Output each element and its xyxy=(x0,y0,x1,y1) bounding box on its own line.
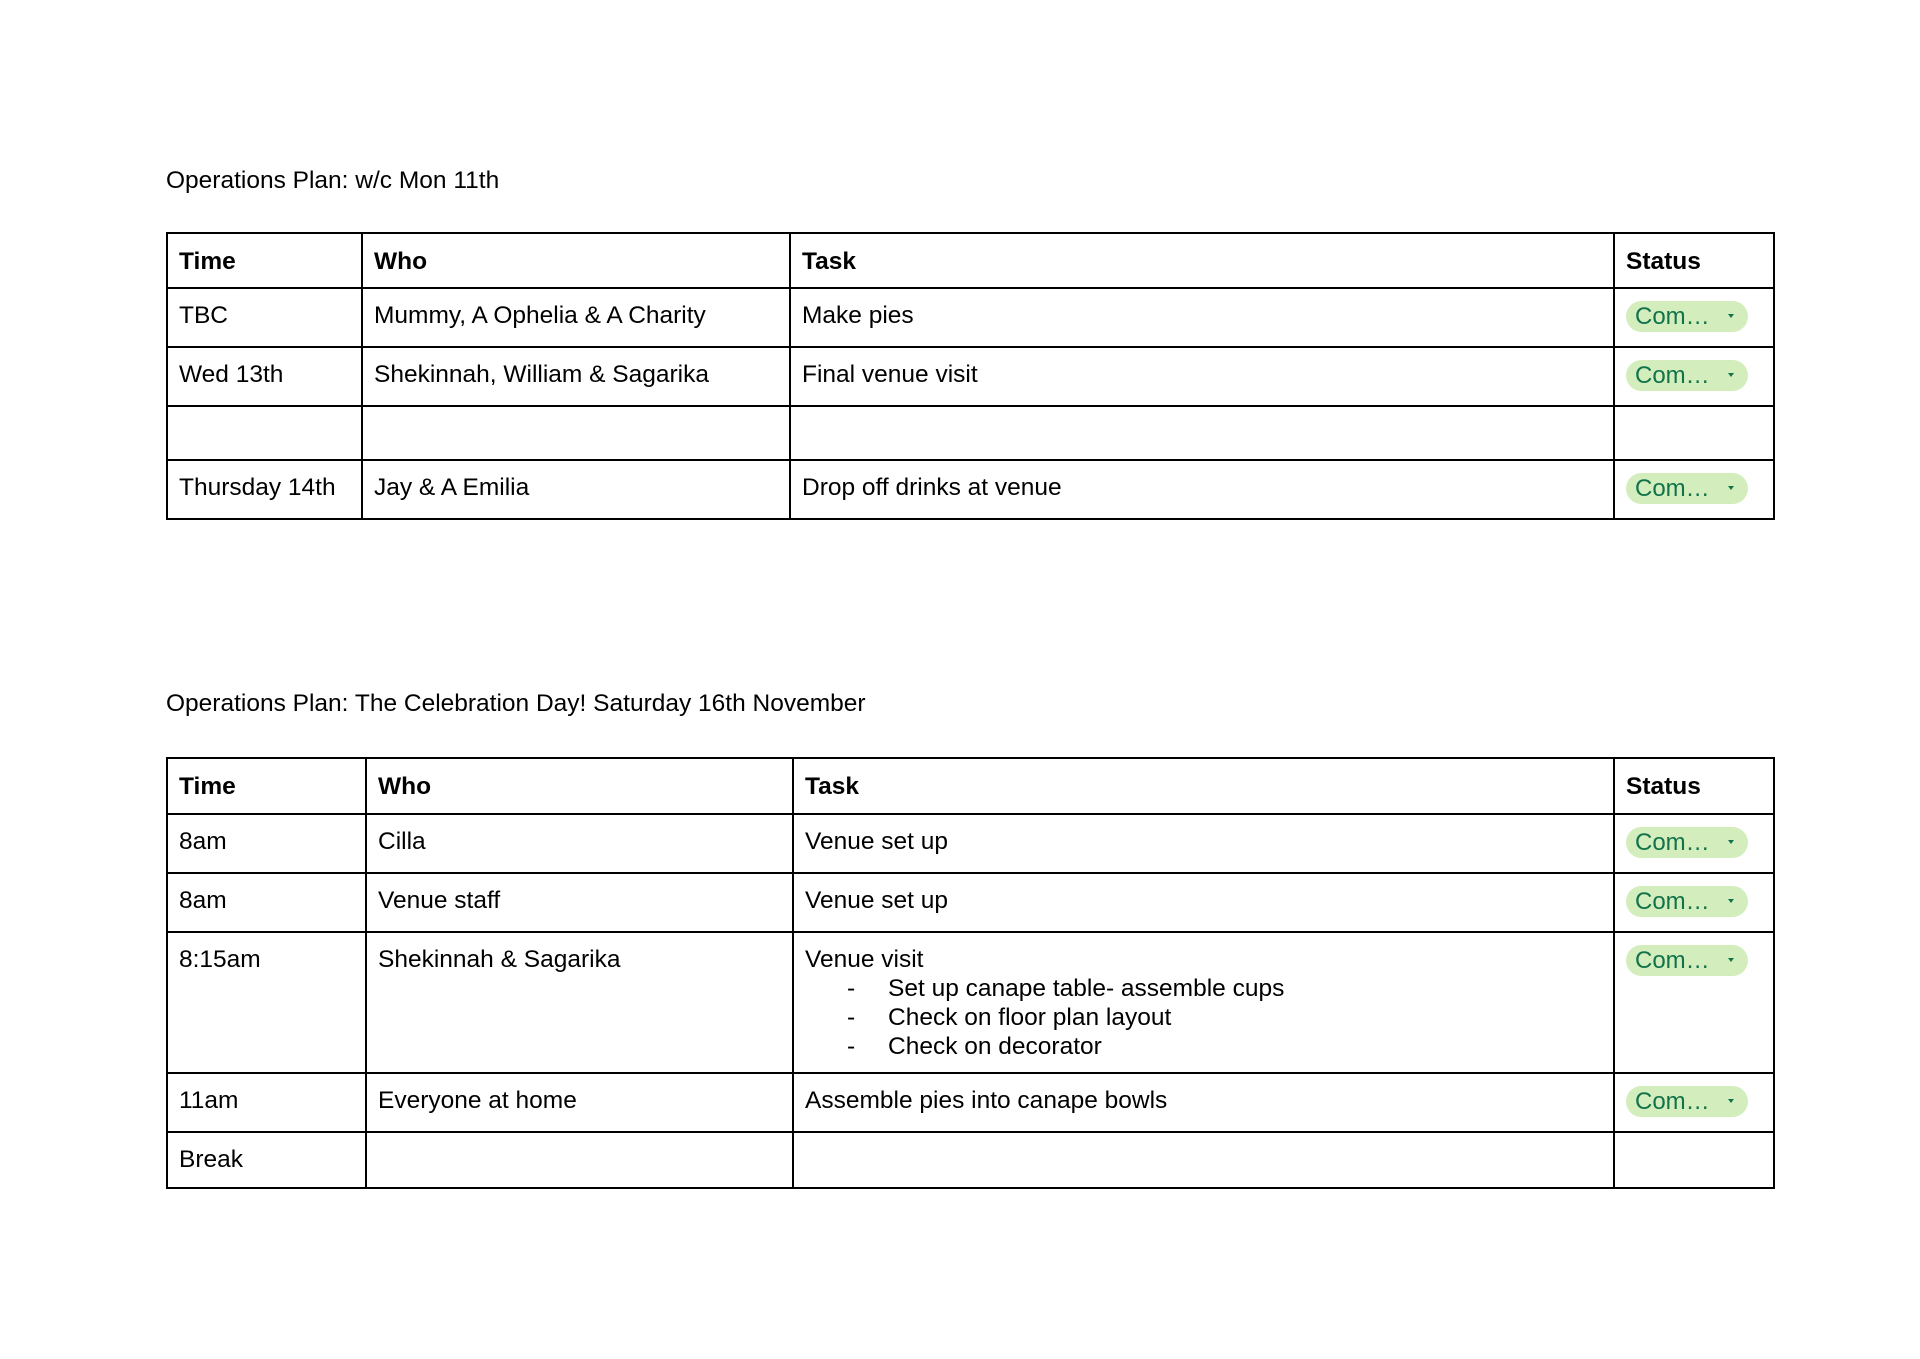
status-cell xyxy=(1614,814,1774,873)
status-cell[interactable] xyxy=(1614,406,1774,460)
table-row-empty xyxy=(167,406,1774,460)
table-header-row xyxy=(167,758,1774,814)
table-row xyxy=(167,347,1774,406)
list-dash: - xyxy=(847,1004,856,1031)
subtask-item xyxy=(805,1003,1602,1032)
who-cell[interactable]: Jay & A Emilia xyxy=(362,460,790,519)
time-cell[interactable]: Thursday 14th xyxy=(167,460,362,519)
task-cell[interactable]: Final venue visit xyxy=(790,347,1614,406)
task-cell[interactable]: Drop off drinks at venue xyxy=(790,460,1614,519)
time-cell[interactable]: TBC xyxy=(167,288,362,347)
status-label: Com… xyxy=(1635,303,1710,330)
header-task: Task xyxy=(790,233,1614,288)
status-cell xyxy=(1614,1073,1774,1132)
task-cell[interactable]: Assemble pies into canape bowls xyxy=(793,1073,1614,1132)
task-cell[interactable]: Venue set up xyxy=(793,814,1614,873)
table-row xyxy=(167,1073,1774,1132)
task-text: Venue visit xyxy=(805,946,924,973)
task-cell[interactable]: Venue set up xyxy=(793,873,1614,932)
subtask-item xyxy=(805,1032,1602,1061)
status-dropdown[interactable] xyxy=(1626,473,1748,504)
status-cell xyxy=(1614,873,1774,932)
status-dropdown[interactable] xyxy=(1626,1086,1748,1117)
header-task: Task xyxy=(793,758,1614,814)
who-cell[interactable]: Everyone at home xyxy=(366,1073,793,1132)
subtask-item xyxy=(805,974,1602,1003)
status-cell xyxy=(1614,932,1774,1073)
caret-down-icon xyxy=(1728,314,1734,318)
status-dropdown[interactable] xyxy=(1626,301,1748,332)
subtask-text: Check on floor plan layout xyxy=(888,1004,1172,1031)
table-row xyxy=(167,814,1774,873)
status-dropdown[interactable] xyxy=(1626,886,1748,917)
subtask-list xyxy=(805,974,1602,1061)
table-row xyxy=(167,932,1774,1073)
status-cell xyxy=(1614,288,1774,347)
header-time: Time xyxy=(167,233,362,288)
task-cell[interactable] xyxy=(793,1132,1614,1188)
status-cell[interactable] xyxy=(1614,1132,1774,1188)
status-dropdown[interactable] xyxy=(1626,827,1748,858)
caret-down-icon xyxy=(1728,373,1734,377)
table-header-row xyxy=(167,233,1774,288)
subtask-text: Check on decorator xyxy=(888,1033,1102,1060)
day-plan-table xyxy=(166,757,1775,1189)
status-label: Com… xyxy=(1635,362,1710,389)
caret-down-icon xyxy=(1728,1099,1734,1103)
who-cell[interactable]: Cilla xyxy=(366,814,793,873)
day-plan-title: Operations Plan: The Celebration Day! Saturday 16th November xyxy=(166,690,866,717)
status-label: Com… xyxy=(1635,888,1710,915)
who-cell[interactable]: Mummy, A Ophelia & A Charity xyxy=(362,288,790,347)
who-cell[interactable]: Venue staff xyxy=(366,873,793,932)
table-row xyxy=(167,460,1774,519)
time-cell[interactable]: 8am xyxy=(167,814,366,873)
status-dropdown[interactable] xyxy=(1626,360,1748,391)
list-dash: - xyxy=(847,975,856,1002)
header-status: Status xyxy=(1614,758,1774,814)
time-cell[interactable]: Wed 13th xyxy=(167,347,362,406)
status-label: Com… xyxy=(1635,829,1710,856)
task-cell[interactable] xyxy=(793,932,1614,1073)
table-row xyxy=(167,288,1774,347)
week-plan-table xyxy=(166,232,1775,520)
task-cell[interactable] xyxy=(790,406,1614,460)
status-cell xyxy=(1614,460,1774,519)
list-dash: - xyxy=(847,1033,856,1060)
time-cell[interactable]: 8am xyxy=(167,873,366,932)
status-dropdown[interactable] xyxy=(1626,945,1748,976)
status-label: Com… xyxy=(1635,947,1710,974)
who-cell[interactable]: Shekinnah & Sagarika xyxy=(366,932,793,1073)
time-cell[interactable] xyxy=(167,406,362,460)
who-cell[interactable]: Shekinnah, William & Sagarika xyxy=(362,347,790,406)
header-status: Status xyxy=(1614,233,1774,288)
status-cell xyxy=(1614,347,1774,406)
task-cell[interactable]: Make pies xyxy=(790,288,1614,347)
caret-down-icon xyxy=(1728,958,1734,962)
who-cell[interactable] xyxy=(366,1132,793,1188)
header-who: Who xyxy=(362,233,790,288)
caret-down-icon xyxy=(1728,486,1734,490)
caret-down-icon xyxy=(1728,840,1734,844)
table-row xyxy=(167,873,1774,932)
status-label: Com… xyxy=(1635,1088,1710,1115)
header-time: Time xyxy=(167,758,366,814)
caret-down-icon xyxy=(1728,899,1734,903)
time-cell[interactable]: 11am xyxy=(167,1073,366,1132)
subtask-text: Set up canape table- assemble cups xyxy=(888,975,1285,1002)
who-cell[interactable] xyxy=(362,406,790,460)
status-label: Com… xyxy=(1635,475,1710,502)
header-who: Who xyxy=(366,758,793,814)
table-row xyxy=(167,1132,1774,1188)
time-cell[interactable]: Break xyxy=(167,1132,366,1188)
week-plan-title: Operations Plan: w/c Mon 11th xyxy=(166,167,500,194)
time-cell[interactable]: 8:15am xyxy=(167,932,366,1073)
